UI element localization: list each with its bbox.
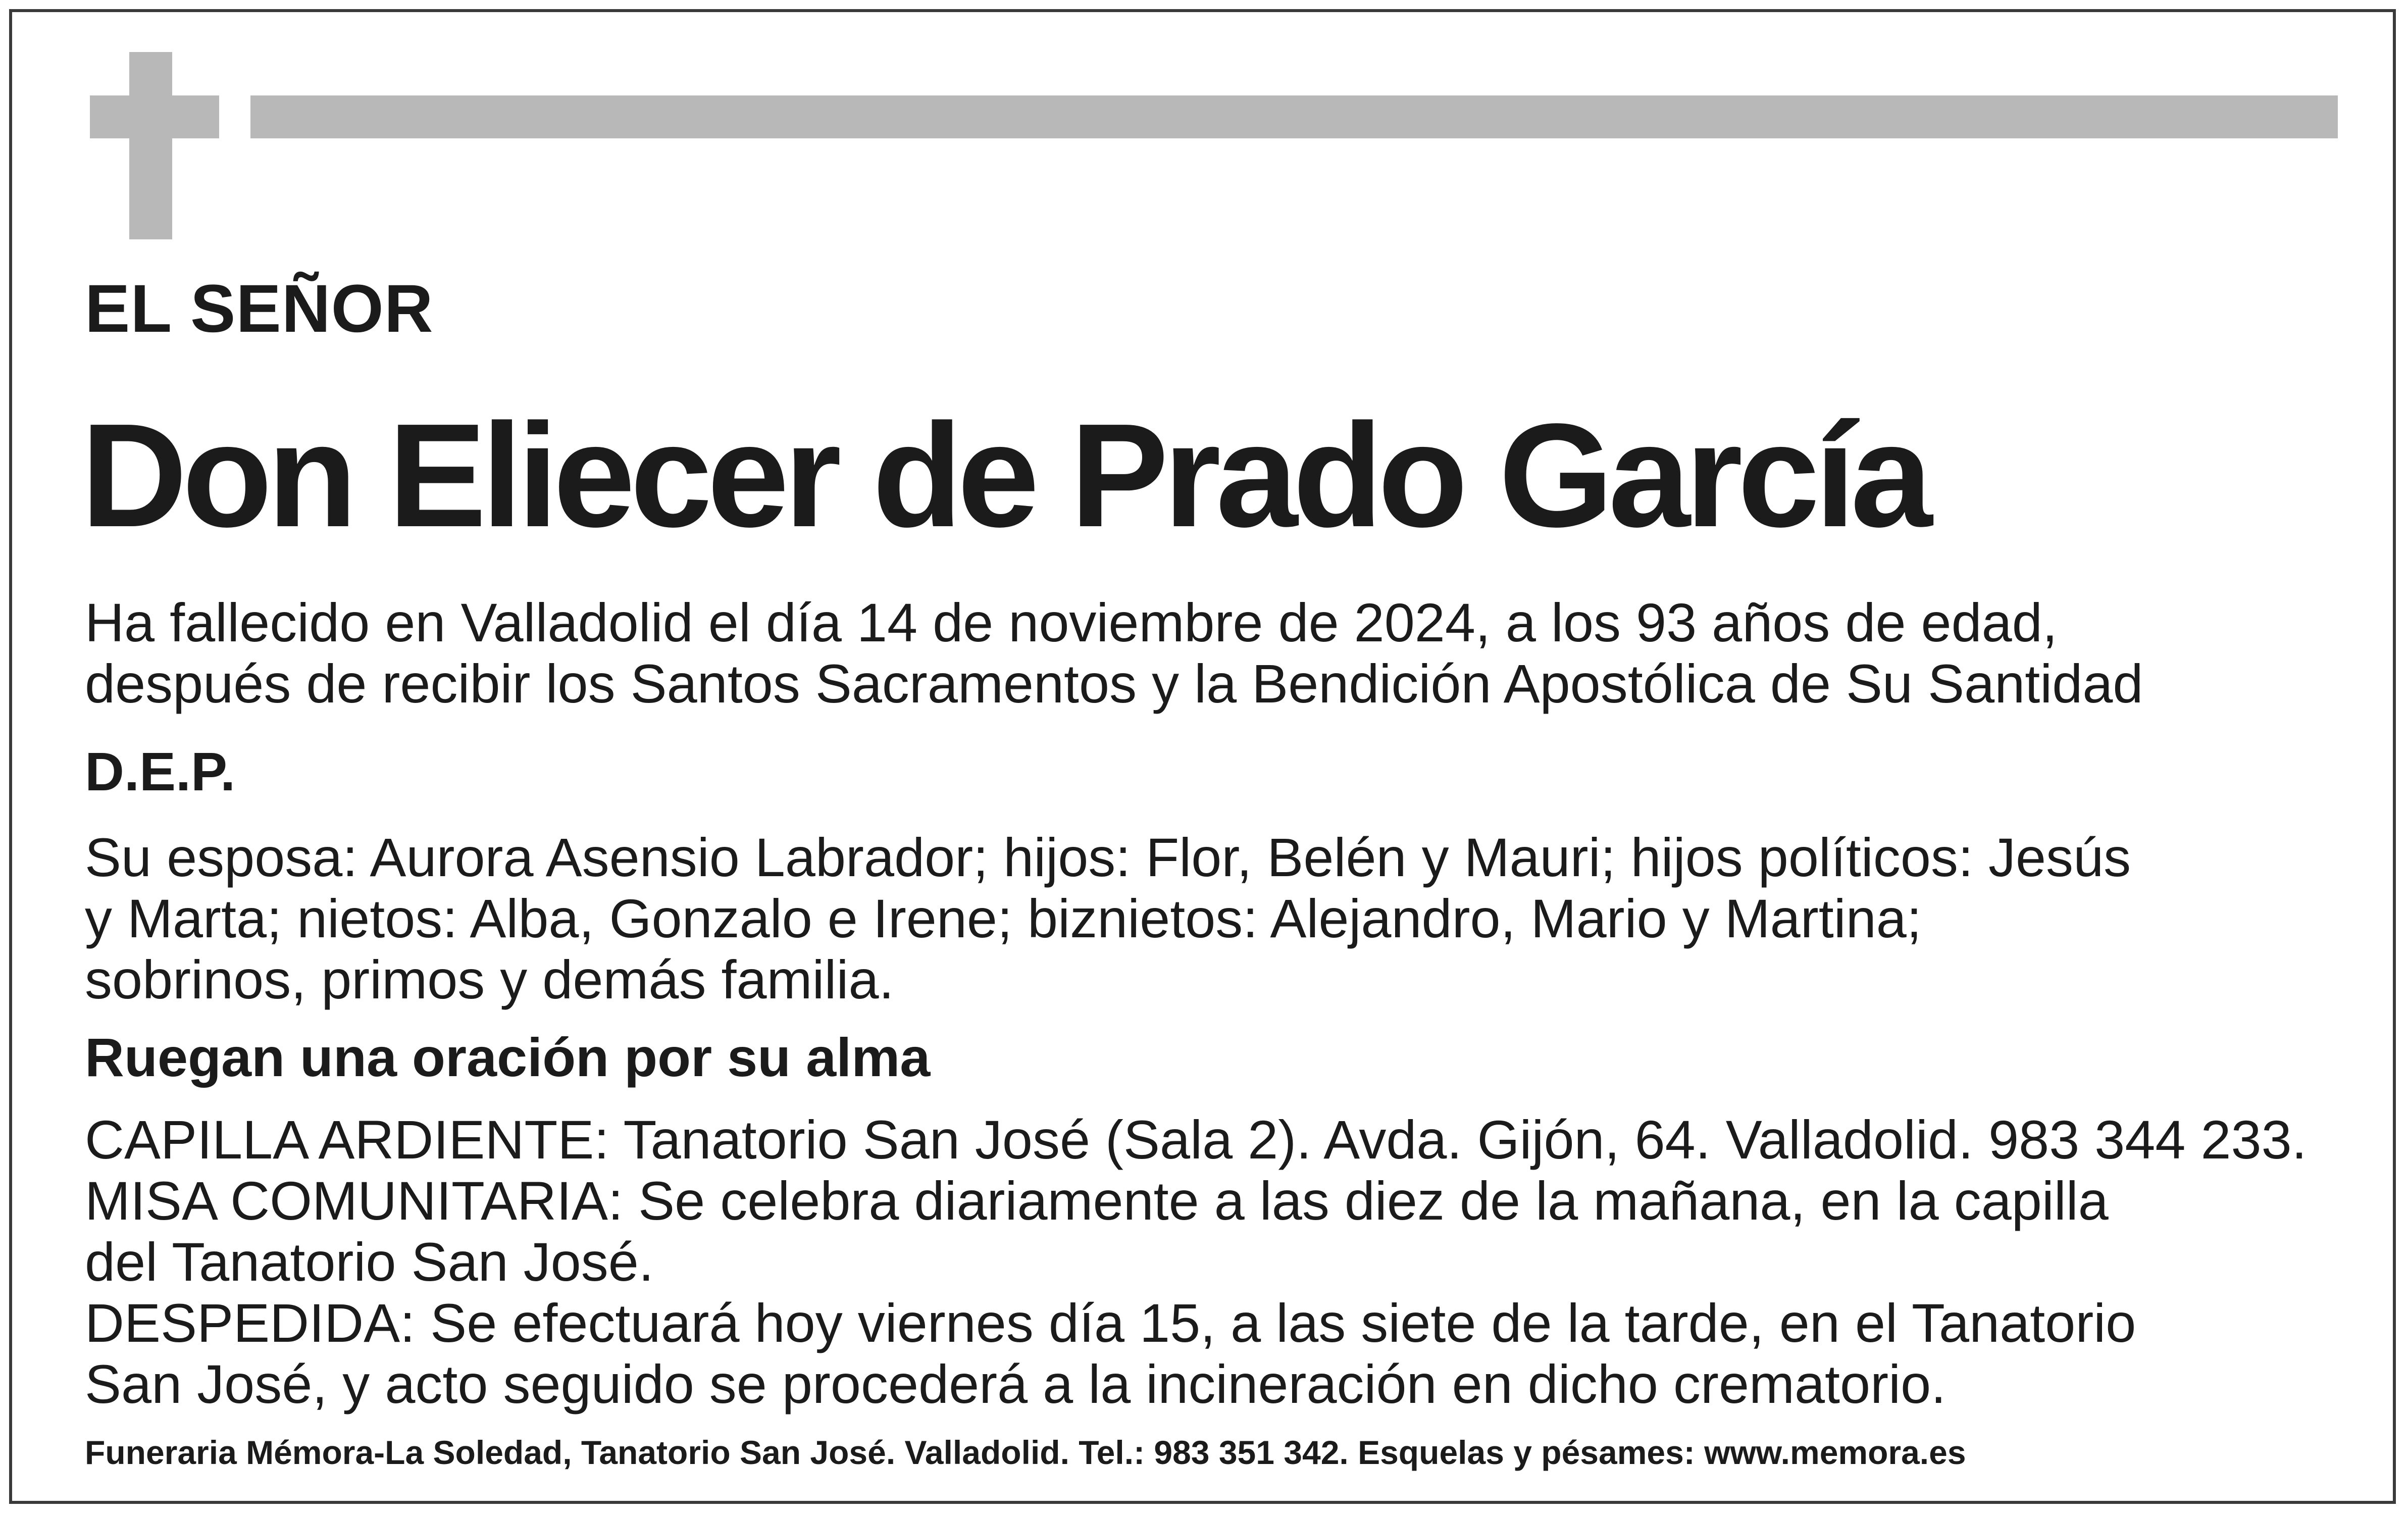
salutation: EL SEÑOR xyxy=(85,271,434,346)
arrangement-line: DESPEDIDA: Se efectuará hoy viernes día 15, a las siete de la tarde, en el Tanatorio xyxy=(85,1292,2136,1353)
deceased-name: Don Eliecer de Prado García xyxy=(81,393,1928,558)
announcement-line: después de recibir los Santos Sacramentos y la Bendición Apostólica de Su Santidad xyxy=(85,653,2143,714)
arrangement-line: MISA COMUNITARIA: Se celebra diariamente a las diez de la mañana, en la capilla xyxy=(85,1170,2109,1231)
top-rule xyxy=(250,95,2338,138)
cross-icon-bar xyxy=(90,95,219,138)
funeral-home-footer: Funeraria Mémora-La Soledad, Tanatorio San José. Valladolid. Tel.: 983 351 342. Esquelas y pésames: www.memora.es xyxy=(85,1434,1966,1471)
arrangement-line: San José, y acto seguido se procederá a la incineración en dicho crematorio. xyxy=(85,1353,1946,1415)
prayer-request: Ruegan una oración por su alma xyxy=(85,1027,931,1088)
arrangement-line: del Tanatorio San José. xyxy=(85,1231,654,1292)
rip-label: D.E.P. xyxy=(85,741,236,802)
arrangement-line: CAPILLA ARDIENTE: Tanatorio San José (Sala 2). Avda. Gijón, 64. Valladolid. 983 344 233. xyxy=(85,1109,2307,1170)
family-line: y Marta; nietos: Alba, Gonzalo e Irene; biznietos: Alejandro, Mario y Martina; xyxy=(85,888,1922,949)
funeral-arrangements xyxy=(85,1109,2307,1415)
family-list xyxy=(85,827,2131,1010)
family-line: Su esposa: Aurora Asensio Labrador; hijos: Flor, Belén y Mauri; hijos políticos: Jesús xyxy=(85,827,2131,888)
cross-icon xyxy=(129,52,172,239)
family-line: sobrinos, primos y demás familia. xyxy=(85,949,894,1010)
announcement-line: Ha fallecido en Valladolid el día 14 de noviembre de 2024, a los 93 años de edad, xyxy=(85,592,2058,653)
announcement xyxy=(85,592,2143,714)
